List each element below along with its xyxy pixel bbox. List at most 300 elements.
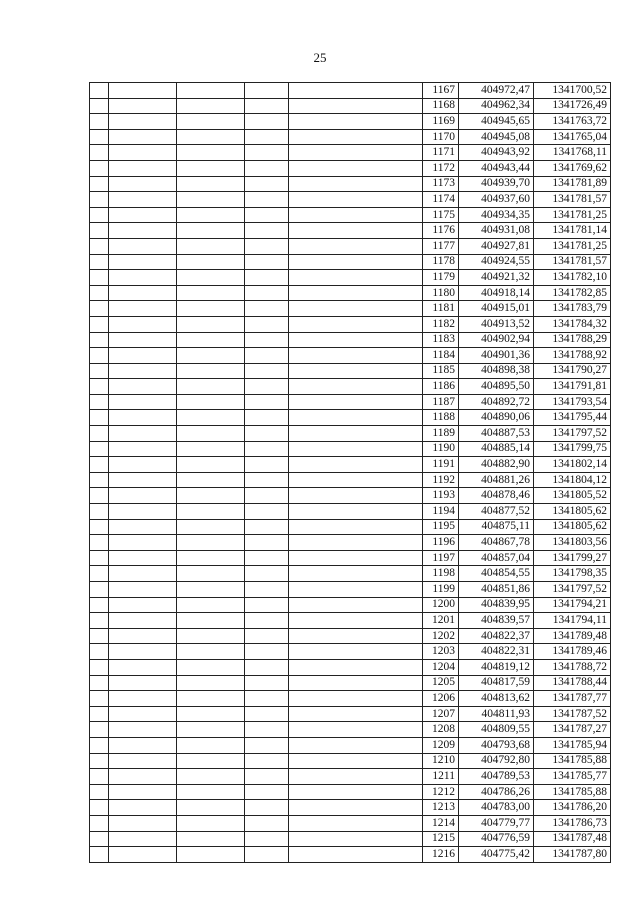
empty-cell <box>289 98 423 114</box>
empty-cell <box>109 535 177 551</box>
table-row <box>90 800 611 816</box>
x-coordinate-cell: 404776,59 <box>459 831 534 847</box>
x-coordinate-cell: 404945,08 <box>459 129 534 145</box>
empty-cell <box>177 348 245 364</box>
empty-cell <box>90 285 109 301</box>
empty-cell <box>289 722 423 738</box>
empty-cell <box>289 815 423 831</box>
empty-cell <box>109 114 177 130</box>
empty-cell <box>245 550 289 566</box>
y-coordinate-cell: 1341765,04 <box>534 129 611 145</box>
table-row <box>90 488 611 504</box>
empty-cell <box>90 114 109 130</box>
coordinates-table-body <box>90 83 611 863</box>
x-coordinate-cell: 404890,06 <box>459 410 534 426</box>
empty-cell <box>177 83 245 99</box>
empty-cell <box>109 628 177 644</box>
empty-cell <box>289 348 423 364</box>
empty-cell <box>245 426 289 442</box>
empty-cell <box>289 504 423 520</box>
empty-cell <box>177 784 245 800</box>
empty-cell <box>289 332 423 348</box>
empty-cell <box>177 394 245 410</box>
empty-cell <box>289 129 423 145</box>
empty-cell <box>90 223 109 239</box>
table-row <box>90 769 611 785</box>
x-coordinate-cell: 404809,55 <box>459 722 534 738</box>
point-number-cell: 1211 <box>423 769 459 785</box>
empty-cell <box>90 98 109 114</box>
point-number-cell: 1215 <box>423 831 459 847</box>
empty-cell <box>177 441 245 457</box>
empty-cell <box>245 98 289 114</box>
empty-cell <box>245 316 289 332</box>
y-coordinate-cell: 1341788,29 <box>534 332 611 348</box>
y-coordinate-cell: 1341785,88 <box>534 753 611 769</box>
y-coordinate-cell: 1341785,94 <box>534 737 611 753</box>
empty-cell <box>90 301 109 317</box>
empty-cell <box>177 379 245 395</box>
y-coordinate-cell: 1341700,52 <box>534 83 611 99</box>
empty-cell <box>90 316 109 332</box>
table-row <box>90 628 611 644</box>
table-row <box>90 207 611 223</box>
point-number-cell: 1187 <box>423 394 459 410</box>
empty-cell <box>177 160 245 176</box>
x-coordinate-cell: 404934,35 <box>459 207 534 223</box>
empty-cell <box>177 270 245 286</box>
empty-cell <box>90 207 109 223</box>
empty-cell <box>245 659 289 675</box>
empty-cell <box>109 504 177 520</box>
x-coordinate-cell: 404937,60 <box>459 192 534 208</box>
point-number-cell: 1172 <box>423 160 459 176</box>
page-number: 25 <box>313 50 327 65</box>
empty-cell <box>177 706 245 722</box>
y-coordinate-cell: 1341781,57 <box>534 192 611 208</box>
empty-cell <box>245 722 289 738</box>
empty-cell <box>109 98 177 114</box>
empty-cell <box>109 659 177 675</box>
y-coordinate-cell: 1341787,48 <box>534 831 611 847</box>
empty-cell <box>245 145 289 161</box>
empty-cell <box>90 441 109 457</box>
empty-cell <box>245 706 289 722</box>
empty-cell <box>245 753 289 769</box>
empty-cell <box>90 457 109 473</box>
point-number-cell: 1196 <box>423 535 459 551</box>
empty-cell <box>245 644 289 660</box>
empty-cell <box>90 550 109 566</box>
table-row <box>90 504 611 520</box>
empty-cell <box>90 566 109 582</box>
empty-cell <box>109 753 177 769</box>
point-number-cell: 1178 <box>423 254 459 270</box>
empty-cell <box>177 815 245 831</box>
empty-cell <box>177 457 245 473</box>
empty-cell <box>289 706 423 722</box>
empty-cell <box>90 659 109 675</box>
empty-cell <box>245 675 289 691</box>
empty-cell <box>109 675 177 691</box>
empty-cell <box>90 504 109 520</box>
y-coordinate-cell: 1341805,52 <box>534 488 611 504</box>
table-row <box>90 114 611 130</box>
table-row <box>90 519 611 535</box>
table-row <box>90 223 611 239</box>
empty-cell <box>109 410 177 426</box>
table-row <box>90 394 611 410</box>
point-number-cell: 1170 <box>423 129 459 145</box>
point-number-cell: 1171 <box>423 145 459 161</box>
table-row <box>90 847 611 863</box>
y-coordinate-cell: 1341798,35 <box>534 566 611 582</box>
x-coordinate-cell: 404822,37 <box>459 628 534 644</box>
empty-cell <box>245 737 289 753</box>
table-row <box>90 285 611 301</box>
y-coordinate-cell: 1341782,85 <box>534 285 611 301</box>
empty-cell <box>109 815 177 831</box>
table-row <box>90 441 611 457</box>
empty-cell <box>245 176 289 192</box>
y-coordinate-cell: 1341797,52 <box>534 426 611 442</box>
empty-cell <box>245 129 289 145</box>
y-coordinate-cell: 1341785,88 <box>534 784 611 800</box>
x-coordinate-cell: 404915,01 <box>459 301 534 317</box>
y-coordinate-cell: 1341799,75 <box>534 441 611 457</box>
empty-cell <box>90 706 109 722</box>
empty-cell <box>177 847 245 863</box>
empty-cell <box>109 769 177 785</box>
empty-cell <box>90 176 109 192</box>
empty-cell <box>177 831 245 847</box>
y-coordinate-cell: 1341781,25 <box>534 238 611 254</box>
empty-cell <box>109 706 177 722</box>
empty-cell <box>109 472 177 488</box>
point-number-cell: 1216 <box>423 847 459 863</box>
empty-cell <box>245 488 289 504</box>
empty-cell <box>289 847 423 863</box>
y-coordinate-cell: 1341763,72 <box>534 114 611 130</box>
empty-cell <box>177 753 245 769</box>
point-number-cell: 1180 <box>423 285 459 301</box>
y-coordinate-cell: 1341784,32 <box>534 316 611 332</box>
empty-cell <box>245 582 289 598</box>
empty-cell <box>109 363 177 379</box>
empty-cell <box>109 316 177 332</box>
x-coordinate-cell: 404793,68 <box>459 737 534 753</box>
empty-cell <box>109 145 177 161</box>
empty-cell <box>109 254 177 270</box>
empty-cell <box>90 192 109 208</box>
y-coordinate-cell: 1341787,27 <box>534 722 611 738</box>
x-coordinate-cell: 404885,14 <box>459 441 534 457</box>
y-coordinate-cell: 1341785,77 <box>534 769 611 785</box>
empty-cell <box>177 223 245 239</box>
x-coordinate-cell: 404786,26 <box>459 784 534 800</box>
empty-cell <box>177 769 245 785</box>
empty-cell <box>289 597 423 613</box>
point-number-cell: 1167 <box>423 83 459 99</box>
point-number-cell: 1212 <box>423 784 459 800</box>
empty-cell <box>177 519 245 535</box>
table-row <box>90 472 611 488</box>
table-row <box>90 831 611 847</box>
empty-cell <box>90 488 109 504</box>
point-number-cell: 1208 <box>423 722 459 738</box>
empty-cell <box>289 254 423 270</box>
table-row <box>90 535 611 551</box>
x-coordinate-cell: 404901,36 <box>459 348 534 364</box>
empty-cell <box>177 691 245 707</box>
empty-cell <box>177 410 245 426</box>
x-coordinate-cell: 404877,52 <box>459 504 534 520</box>
point-number-cell: 1188 <box>423 410 459 426</box>
table-row <box>90 348 611 364</box>
x-coordinate-cell: 404931,08 <box>459 223 534 239</box>
point-number-cell: 1175 <box>423 207 459 223</box>
x-coordinate-cell: 404898,38 <box>459 363 534 379</box>
point-number-cell: 1204 <box>423 659 459 675</box>
x-coordinate-cell: 404939,70 <box>459 176 534 192</box>
empty-cell <box>109 784 177 800</box>
empty-cell <box>245 207 289 223</box>
empty-cell <box>109 457 177 473</box>
point-number-cell: 1176 <box>423 223 459 239</box>
empty-cell <box>245 457 289 473</box>
x-coordinate-cell: 404921,32 <box>459 270 534 286</box>
empty-cell <box>289 426 423 442</box>
empty-cell <box>177 566 245 582</box>
x-coordinate-cell: 404817,59 <box>459 675 534 691</box>
empty-cell <box>177 301 245 317</box>
table-row <box>90 238 611 254</box>
empty-cell <box>90 426 109 442</box>
point-number-cell: 1192 <box>423 472 459 488</box>
table-row <box>90 675 611 691</box>
table-row <box>90 160 611 176</box>
table-row <box>90 613 611 629</box>
empty-cell <box>289 223 423 239</box>
empty-cell <box>177 628 245 644</box>
empty-cell <box>90 800 109 816</box>
empty-cell <box>245 784 289 800</box>
empty-cell <box>245 394 289 410</box>
point-number-cell: 1201 <box>423 613 459 629</box>
empty-cell <box>177 114 245 130</box>
empty-cell <box>109 566 177 582</box>
table-row <box>90 145 611 161</box>
x-coordinate-cell: 404857,04 <box>459 550 534 566</box>
empty-cell <box>245 441 289 457</box>
empty-cell <box>245 270 289 286</box>
empty-cell <box>245 285 289 301</box>
empty-cell <box>109 394 177 410</box>
y-coordinate-cell: 1341797,52 <box>534 582 611 598</box>
empty-cell <box>245 769 289 785</box>
x-coordinate-cell: 404813,62 <box>459 691 534 707</box>
empty-cell <box>109 722 177 738</box>
empty-cell <box>109 800 177 816</box>
empty-cell <box>289 831 423 847</box>
point-number-cell: 1206 <box>423 691 459 707</box>
table-row <box>90 737 611 753</box>
x-coordinate-cell: 404913,52 <box>459 316 534 332</box>
y-coordinate-cell: 1341786,20 <box>534 800 611 816</box>
table-row <box>90 582 611 598</box>
empty-cell <box>177 504 245 520</box>
point-number-cell: 1174 <box>423 192 459 208</box>
empty-cell <box>289 379 423 395</box>
empty-cell <box>289 316 423 332</box>
empty-cell <box>109 831 177 847</box>
table-row <box>90 566 611 582</box>
empty-cell <box>289 394 423 410</box>
empty-cell <box>90 238 109 254</box>
point-number-cell: 1177 <box>423 238 459 254</box>
empty-cell <box>177 488 245 504</box>
empty-cell <box>90 691 109 707</box>
empty-cell <box>245 114 289 130</box>
empty-cell <box>177 644 245 660</box>
point-number-cell: 1194 <box>423 504 459 520</box>
y-coordinate-cell: 1341787,52 <box>534 706 611 722</box>
x-coordinate-cell: 404819,12 <box>459 659 534 675</box>
empty-cell <box>289 192 423 208</box>
empty-cell <box>90 270 109 286</box>
empty-cell <box>109 613 177 629</box>
empty-cell <box>90 410 109 426</box>
empty-cell <box>245 519 289 535</box>
empty-cell <box>90 613 109 629</box>
point-number-cell: 1213 <box>423 800 459 816</box>
empty-cell <box>109 597 177 613</box>
empty-cell <box>90 675 109 691</box>
empty-cell <box>90 160 109 176</box>
empty-cell <box>109 488 177 504</box>
point-number-cell: 1193 <box>423 488 459 504</box>
empty-cell <box>289 363 423 379</box>
empty-cell <box>289 160 423 176</box>
empty-cell <box>177 207 245 223</box>
y-coordinate-cell: 1341805,62 <box>534 504 611 520</box>
point-number-cell: 1173 <box>423 176 459 192</box>
empty-cell <box>90 348 109 364</box>
table-row <box>90 270 611 286</box>
empty-cell <box>245 504 289 520</box>
empty-cell <box>177 550 245 566</box>
point-number-cell: 1184 <box>423 348 459 364</box>
empty-cell <box>245 254 289 270</box>
empty-cell <box>245 535 289 551</box>
empty-cell <box>90 129 109 145</box>
point-number-cell: 1209 <box>423 737 459 753</box>
empty-cell <box>177 316 245 332</box>
empty-cell <box>177 176 245 192</box>
empty-cell <box>109 301 177 317</box>
empty-cell <box>245 613 289 629</box>
empty-cell <box>90 145 109 161</box>
empty-cell <box>90 363 109 379</box>
table-row <box>90 98 611 114</box>
empty-cell <box>109 238 177 254</box>
x-coordinate-cell: 404822,31 <box>459 644 534 660</box>
table-row <box>90 332 611 348</box>
y-coordinate-cell: 1341787,77 <box>534 691 611 707</box>
x-coordinate-cell: 404839,57 <box>459 613 534 629</box>
point-number-cell: 1203 <box>423 644 459 660</box>
point-number-cell: 1190 <box>423 441 459 457</box>
empty-cell <box>289 550 423 566</box>
x-coordinate-cell: 404945,65 <box>459 114 534 130</box>
empty-cell <box>177 254 245 270</box>
table-row <box>90 722 611 738</box>
empty-cell <box>90 815 109 831</box>
empty-cell <box>289 613 423 629</box>
point-number-cell: 1197 <box>423 550 459 566</box>
table-row <box>90 691 611 707</box>
point-number-cell: 1185 <box>423 363 459 379</box>
empty-cell <box>289 675 423 691</box>
empty-cell <box>109 582 177 598</box>
empty-cell <box>245 472 289 488</box>
empty-cell <box>90 394 109 410</box>
empty-cell <box>289 83 423 99</box>
empty-cell <box>90 472 109 488</box>
empty-cell <box>109 223 177 239</box>
empty-cell <box>245 363 289 379</box>
table-row <box>90 83 611 99</box>
y-coordinate-cell: 1341804,12 <box>534 472 611 488</box>
table-row <box>90 597 611 613</box>
y-coordinate-cell: 1341799,27 <box>534 550 611 566</box>
table-row <box>90 753 611 769</box>
empty-cell <box>90 628 109 644</box>
empty-cell <box>177 722 245 738</box>
point-number-cell: 1181 <box>423 301 459 317</box>
empty-cell <box>177 332 245 348</box>
y-coordinate-cell: 1341781,57 <box>534 254 611 270</box>
y-coordinate-cell: 1341790,27 <box>534 363 611 379</box>
empty-cell <box>177 659 245 675</box>
x-coordinate-cell: 404924,55 <box>459 254 534 270</box>
x-coordinate-cell: 404775,42 <box>459 847 534 863</box>
empty-cell <box>177 238 245 254</box>
table-row <box>90 784 611 800</box>
empty-cell <box>90 737 109 753</box>
x-coordinate-cell: 404779,77 <box>459 815 534 831</box>
coordinates-table <box>89 82 611 863</box>
table-row <box>90 550 611 566</box>
x-coordinate-cell: 404783,00 <box>459 800 534 816</box>
empty-cell <box>245 410 289 426</box>
empty-cell <box>109 426 177 442</box>
empty-cell <box>109 644 177 660</box>
empty-cell <box>289 566 423 582</box>
empty-cell <box>289 301 423 317</box>
empty-cell <box>177 800 245 816</box>
empty-cell <box>177 192 245 208</box>
empty-cell <box>109 332 177 348</box>
table-row <box>90 379 611 395</box>
table-row <box>90 254 611 270</box>
x-coordinate-cell: 404875,11 <box>459 519 534 535</box>
empty-cell <box>245 831 289 847</box>
empty-cell <box>90 753 109 769</box>
point-number-cell: 1179 <box>423 270 459 286</box>
y-coordinate-cell: 1341782,10 <box>534 270 611 286</box>
table-row <box>90 815 611 831</box>
